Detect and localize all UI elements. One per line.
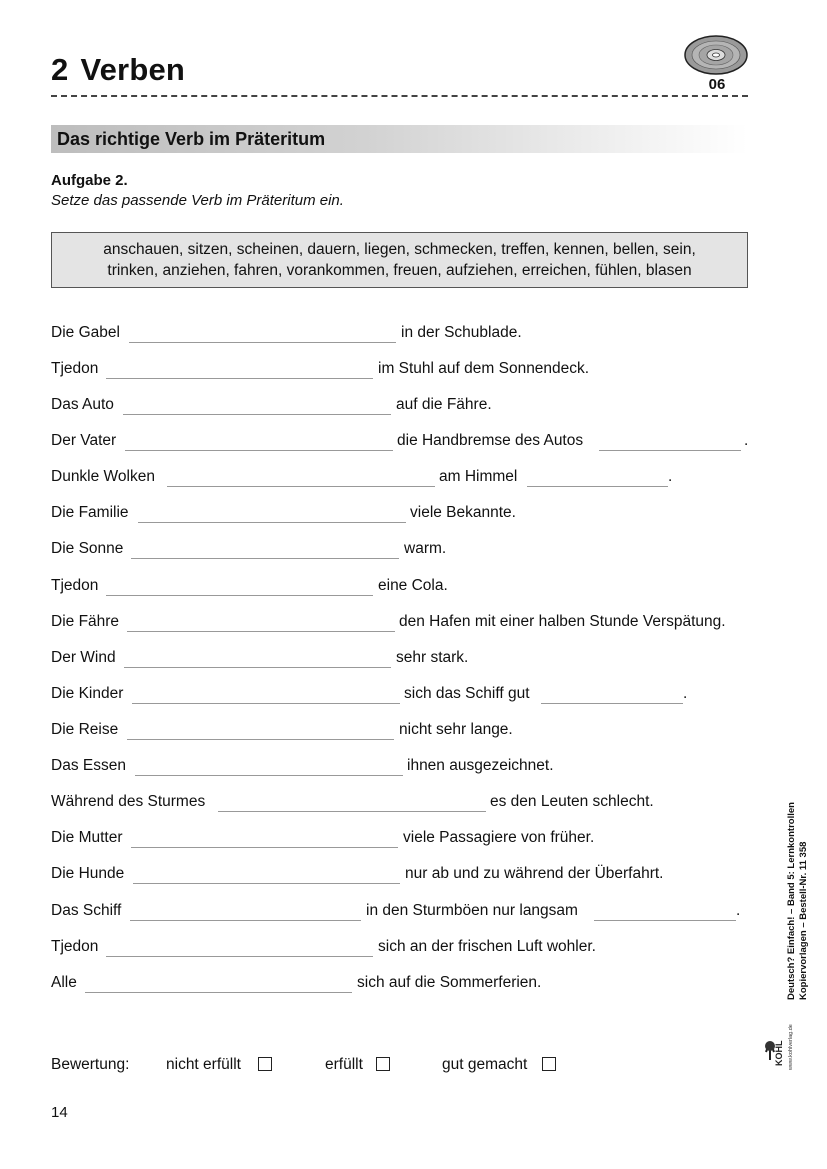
answer-blank[interactable] xyxy=(127,631,395,632)
rating-option-well-done-label: gut gemacht xyxy=(442,1056,528,1073)
sentence-start: Die Familie xyxy=(51,504,129,521)
answer-blank[interactable] xyxy=(131,847,398,848)
publisher-info-line-2: Kopiervorlagen – Bestell-Nr. 11 358 xyxy=(798,841,809,1000)
rating-option-fulfilled-label: erfüllt xyxy=(325,1056,363,1073)
answer-blank[interactable] xyxy=(124,667,391,668)
sentence-start: Der Vater xyxy=(51,432,117,449)
sentence-rest: den Hafen mit einer halben Stunde Verspätung. xyxy=(399,613,726,630)
answer-blank[interactable] xyxy=(133,883,400,884)
answer-blank[interactable] xyxy=(132,703,400,704)
task-title: Aufgabe 2. xyxy=(51,172,128,189)
sentence-rest: viele Bekannte. xyxy=(410,504,516,521)
answer-blank[interactable] xyxy=(129,342,396,343)
rating-checkbox-not-fulfilled[interactable] xyxy=(258,1057,272,1071)
header-divider xyxy=(51,95,748,97)
answer-blank[interactable] xyxy=(106,595,373,596)
section-header xyxy=(51,125,748,153)
sentence-rest: eine Cola. xyxy=(378,577,448,594)
rating-checkbox-well-done[interactable] xyxy=(542,1057,556,1071)
sentence-start: Das Auto xyxy=(51,396,114,413)
publisher-logo-name: KOHL xyxy=(774,1040,784,1066)
sentence-start: Die Fähre xyxy=(51,613,120,630)
sentence-rest: nicht sehr lange. xyxy=(399,721,513,738)
sentence-rest: im Stuhl auf dem Sonnendeck. xyxy=(378,360,590,377)
answer-blank-second[interactable] xyxy=(527,486,668,487)
sentence-end: . xyxy=(683,685,688,702)
word-box xyxy=(51,232,748,288)
sentence-rest: am Himmel xyxy=(439,468,518,485)
sentence-end: . xyxy=(736,902,741,919)
answer-blank[interactable] xyxy=(167,486,435,487)
answer-blank-second[interactable] xyxy=(599,450,741,451)
sentence-start: Die Mutter xyxy=(51,829,123,846)
sentence-rest: ihnen ausgezeichnet. xyxy=(407,757,554,774)
sentence-end: . xyxy=(744,432,749,449)
cd-track-number: 06 xyxy=(700,76,734,93)
answer-blank-second[interactable] xyxy=(594,920,736,921)
sentence-start: Der Wind xyxy=(51,649,116,666)
sentence-rest: sich auf die Sommerferien. xyxy=(357,974,542,991)
sentence-rest: viele Passagiere von früher. xyxy=(403,829,595,846)
sentence-start: Während des Sturmes xyxy=(51,793,206,810)
sentence-rest: sich das Schiff gut xyxy=(404,685,530,702)
sentence-start: Die Reise xyxy=(51,721,119,738)
answer-blank[interactable] xyxy=(85,992,352,993)
sentence-rest: sehr stark. xyxy=(396,649,469,666)
sentence-start: Die Gabel xyxy=(51,324,120,341)
sentence-end: . xyxy=(668,468,673,485)
answer-blank[interactable] xyxy=(106,956,373,957)
answer-blank[interactable] xyxy=(131,558,399,559)
cd-icon xyxy=(684,34,748,76)
chapter-title xyxy=(51,52,185,88)
answer-blank[interactable] xyxy=(125,450,393,451)
sentence-start: Das Schiff xyxy=(51,902,122,919)
sentence-start: Tjedon xyxy=(51,360,99,377)
section-title: Das richtige Verb im Präteritum xyxy=(57,129,326,149)
answer-blank[interactable] xyxy=(106,378,373,379)
word-box-line-2: trinken, anziehen, fahren, vorankommen, freuen, aufziehen, erreichen, fühlen, blasen xyxy=(107,262,692,279)
publisher-info xyxy=(786,802,810,1000)
sentence-rest: es den Leuten schlecht. xyxy=(490,793,654,810)
sentence-rest: die Handbremse des Autos xyxy=(397,432,584,449)
sentence-start: Das Essen xyxy=(51,757,126,774)
answer-blank[interactable] xyxy=(123,414,391,415)
task-instruction: Setze das passende Verb im Präteritum ein. xyxy=(51,192,344,209)
page-number: 14 xyxy=(51,1104,68,1121)
rating-option-not-fulfilled-label: nicht erfüllt xyxy=(166,1056,241,1073)
answer-blank[interactable] xyxy=(218,811,486,812)
answer-blank[interactable] xyxy=(135,775,403,776)
sentence-start: Dunkle Wolken xyxy=(51,468,155,485)
publisher-info-line-1: Deutsch? Einfach! – Band 5: Lernkontrollen xyxy=(786,802,797,1000)
rating-checkbox-fulfilled[interactable] xyxy=(376,1057,390,1071)
publisher-logo-url: www.kohlverlag.de xyxy=(788,1024,794,1070)
sentence-start: Die Hunde xyxy=(51,865,125,882)
answer-blank[interactable] xyxy=(138,522,406,523)
sentence-rest: auf die Fähre. xyxy=(396,396,492,413)
answer-blank-second[interactable] xyxy=(541,703,683,704)
chapter-name: Verben xyxy=(80,52,186,87)
chapter-number: 2 xyxy=(51,52,69,87)
sentence-start: Die Sonne xyxy=(51,540,124,557)
sentence-start: Tjedon xyxy=(51,577,99,594)
publisher-logo xyxy=(762,1000,802,1070)
sentence-start: Alle xyxy=(51,974,77,991)
rating-label: Bewertung: xyxy=(51,1056,130,1073)
word-box-line-1: anschauen, sitzen, scheinen, dauern, liegen, schmecken, treffen, kennen, bellen, sein, xyxy=(103,241,696,258)
sentence-start: Die Kinder xyxy=(51,685,124,702)
answer-blank[interactable] xyxy=(127,739,394,740)
sentence-rest: in der Schublade. xyxy=(401,324,522,341)
sentence-rest: nur ab und zu während der Überfahrt. xyxy=(405,865,664,882)
answer-blank[interactable] xyxy=(130,920,361,921)
sentence-rest: sich an der frischen Luft wohler. xyxy=(378,938,596,955)
sentence-rest: warm. xyxy=(404,540,447,557)
sentence-rest: in den Sturmböen nur langsam xyxy=(366,902,578,919)
sentence-start: Tjedon xyxy=(51,938,99,955)
